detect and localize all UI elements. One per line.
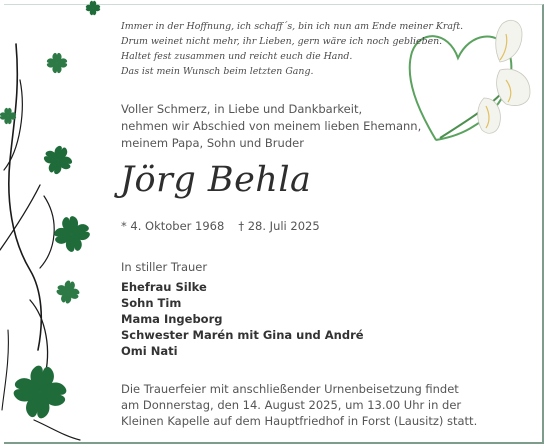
funeral-line: am Donnerstag, den 14. August 2025, um 13.00 Uhr in der [121, 398, 462, 412]
death-date: † 28. Juli 2025 [238, 219, 320, 233]
deceased-name: Jörg Behla [120, 160, 312, 200]
mourner-name: Sohn Tim [121, 296, 182, 310]
life-dates [121, 218, 320, 234]
funeral-line: Kleinen Kapelle auf dem Hauptfriedhof in Forst (Lausitz) statt. [121, 414, 478, 428]
poem-line: Das ist mein Wunsch beim letzten Gang. [121, 66, 314, 77]
poem-line: Drum weinet nicht mehr, ihr Lieben, gern wäre ich noch geblieben. [121, 36, 443, 47]
mourners-list [121, 279, 364, 359]
mourners-label: In stiller Trauer [121, 260, 208, 274]
funeral-line: Die Trauerfeier mit anschließender Urnenbeisetzung findet [121, 382, 459, 396]
intro-line: nehmen wir Abschied von meinem lieben Ehemann, [121, 119, 422, 133]
poem-line: Haltet fest zusammen und reicht euch die Hand. [121, 51, 353, 62]
mourner-name: Schwester Marén mit Gina und André [121, 328, 364, 342]
mourner-name: Omi Nati [121, 344, 178, 358]
birth-date: * 4. Oktober 1968 [121, 219, 225, 233]
farewell-intro [121, 101, 451, 152]
mourner-name: Mama Ingeborg [121, 312, 223, 326]
mourner-name: Ehefrau Silke [121, 280, 207, 294]
intro-line: meinem Papa, Sohn und Bruder [121, 136, 304, 150]
poem-verse [121, 19, 464, 79]
intro-line: Voller Schmerz, in Liebe und Dankbarkeit, [121, 102, 363, 116]
funeral-notice [121, 381, 477, 429]
poem-line: Immer in der Hoffnung, ich schaff´s, bin ich nun am Ende meiner Kraft. [121, 21, 464, 32]
